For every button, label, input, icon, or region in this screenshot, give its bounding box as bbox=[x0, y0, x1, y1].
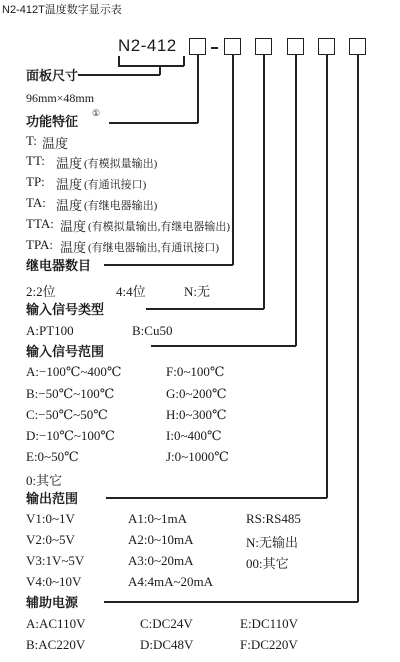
aux-power-e: E:DC110V bbox=[240, 616, 299, 631]
feature-code-t: T: bbox=[26, 133, 37, 148]
feature-connector bbox=[109, 122, 198, 124]
feature-desc-tt: 温度 bbox=[56, 156, 83, 171]
feature-desc-tpa: 温度 bbox=[60, 240, 87, 255]
output-a3: A3:0~20mA bbox=[128, 553, 194, 568]
page-title: N2-412T温度数字显示表 bbox=[2, 4, 122, 16]
box5-line bbox=[326, 55, 328, 498]
panel-size-heading: 面板尺寸 bbox=[26, 69, 79, 84]
box1-line bbox=[197, 55, 199, 123]
feature-extra-tp: (有通讯接口) bbox=[84, 179, 147, 191]
code-box-4 bbox=[287, 38, 304, 55]
feature-extra-tt: (有模拟量输出) bbox=[84, 158, 158, 170]
feature-code-ta: TA: bbox=[26, 195, 46, 210]
aux-power-heading: 辅助电源 bbox=[26, 596, 79, 611]
aux-power-f: F:DC220V bbox=[240, 637, 298, 652]
output-a1: A1:0~1mA bbox=[128, 511, 188, 526]
box4-line bbox=[295, 55, 297, 346]
box3-line bbox=[263, 55, 265, 309]
output-00: 00:其它 bbox=[246, 556, 289, 571]
input-range-g: G:0~200℃ bbox=[166, 386, 227, 401]
relay-option-4: 4:4位 bbox=[116, 284, 146, 299]
feature-extra-ta: (有继电器输出) bbox=[84, 200, 158, 212]
output-n: N:无输出 bbox=[246, 535, 299, 550]
output-range-connector bbox=[106, 497, 327, 499]
input-range-d: D:−10℃~100℃ bbox=[26, 428, 115, 443]
code-box-3 bbox=[255, 38, 272, 55]
code-box-5 bbox=[318, 38, 335, 55]
model-bracket-bottom bbox=[118, 65, 184, 67]
feature-desc-tta: 温度 bbox=[60, 219, 87, 234]
feature-code-tp: TP: bbox=[26, 174, 45, 189]
input-type-a: A:PT100 bbox=[26, 323, 74, 338]
input-range-i: I:0~400℃ bbox=[166, 428, 222, 443]
input-range-b: B:−50℃~100℃ bbox=[26, 386, 115, 401]
output-v1: V1:0~1V bbox=[26, 511, 75, 526]
relay-option-n: N:无 bbox=[184, 284, 211, 299]
feature-extra-tpa: (有继电器输出,有通讯接口) bbox=[88, 242, 220, 254]
aux-power-a: A:AC110V bbox=[26, 616, 86, 631]
aux-power-c: C:DC24V bbox=[140, 616, 193, 631]
code-separator bbox=[211, 47, 218, 49]
features-note: ① bbox=[92, 108, 101, 118]
code-box-2 bbox=[224, 38, 241, 55]
feature-code-tta: TTA: bbox=[26, 216, 54, 231]
code-box-6 bbox=[349, 38, 366, 55]
input-range-e: E:0~50℃ bbox=[26, 449, 79, 464]
feature-desc-t: 温度 bbox=[42, 136, 69, 151]
aux-power-connector bbox=[104, 601, 358, 603]
input-range-0: 0:其它 bbox=[26, 473, 63, 488]
output-range-heading: 输出范围 bbox=[26, 492, 79, 507]
output-rs: RS:RS485 bbox=[246, 511, 301, 526]
feature-code-tpa: TPA: bbox=[26, 237, 53, 252]
panel-size-value: 96mm×48mm bbox=[26, 91, 95, 105]
output-a4: A4:4mA~20mA bbox=[128, 574, 214, 589]
input-type-connector bbox=[146, 308, 264, 310]
feature-extra-tta: (有模拟量输出,有继电器输出) bbox=[88, 221, 231, 233]
aux-power-d: D:DC48V bbox=[140, 637, 194, 652]
input-range-h: H:0~300℃ bbox=[166, 407, 227, 422]
feature-desc-tp: 温度 bbox=[56, 177, 83, 192]
input-type-heading: 输入信号类型 bbox=[26, 303, 105, 318]
code-box-1 bbox=[189, 38, 206, 55]
input-type-b: B:Cu50 bbox=[132, 323, 173, 338]
feature-desc-ta: 温度 bbox=[56, 198, 83, 213]
input-range-a: A:−100℃~400℃ bbox=[26, 364, 122, 379]
box2-line bbox=[232, 55, 234, 265]
output-v4: V4:0~10V bbox=[26, 574, 82, 589]
model-code: N2-412 bbox=[118, 36, 177, 55]
box6-line bbox=[357, 55, 359, 602]
output-v3: V3:1V~5V bbox=[26, 553, 85, 568]
features-heading: 功能特征 bbox=[26, 115, 79, 130]
output-a2: A2:0~10mA bbox=[128, 532, 194, 547]
input-range-heading: 输入信号范围 bbox=[26, 345, 105, 360]
input-range-connector bbox=[151, 345, 296, 347]
relay-option-2: 2:2位 bbox=[26, 284, 56, 299]
input-range-j: J:0~1000℃ bbox=[166, 449, 229, 464]
input-range-c: C:−50℃~50℃ bbox=[26, 407, 108, 422]
panel-connector-up bbox=[159, 65, 161, 75]
output-v2: V2:0~5V bbox=[26, 532, 75, 547]
input-range-f: F:0~100℃ bbox=[166, 364, 225, 379]
model-bracket-right bbox=[183, 56, 185, 66]
relay-connector bbox=[104, 264, 233, 266]
feature-code-tt: TT: bbox=[26, 153, 45, 168]
aux-power-b: B:AC220V bbox=[26, 637, 86, 652]
panel-connector bbox=[78, 74, 160, 76]
relays-heading: 继电器数目 bbox=[26, 259, 92, 274]
